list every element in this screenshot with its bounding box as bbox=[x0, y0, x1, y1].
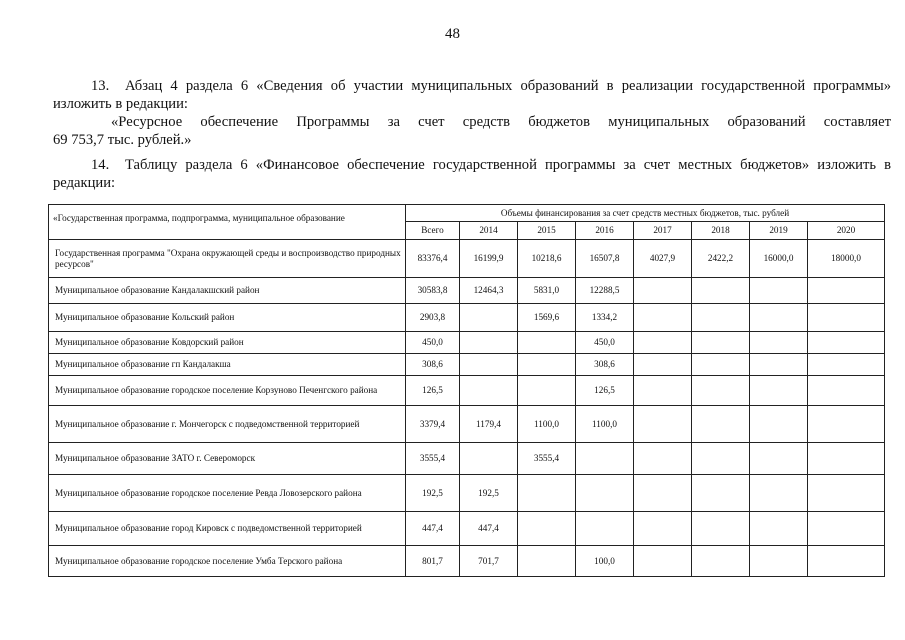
cell-value bbox=[460, 443, 518, 475]
cell-value bbox=[634, 475, 692, 512]
cell-value: 1569,6 bbox=[518, 304, 576, 332]
cell-value: 16199,9 bbox=[460, 240, 518, 278]
table-row bbox=[49, 240, 885, 278]
cell-value bbox=[808, 443, 885, 475]
cell-value: 3555,4 bbox=[406, 443, 460, 475]
header-col-2018: 2018 bbox=[692, 222, 750, 240]
cell-value bbox=[808, 304, 885, 332]
paragraph-13-line-1 bbox=[53, 77, 891, 95]
paragraph-14 bbox=[53, 156, 891, 192]
header-col-2015: 2015 bbox=[518, 222, 576, 240]
table-row bbox=[49, 475, 885, 512]
financing-table bbox=[48, 204, 885, 577]
cell-value bbox=[518, 332, 576, 354]
cell-value bbox=[518, 354, 576, 376]
cell-value bbox=[692, 354, 750, 376]
table-row bbox=[49, 332, 885, 354]
cell-value bbox=[576, 443, 634, 475]
cell-value bbox=[750, 354, 808, 376]
cell-value: 100,0 bbox=[576, 546, 634, 577]
row-name: Муниципальное образование городское поселение Ревда Ловозерского района bbox=[49, 475, 406, 512]
cell-value bbox=[692, 376, 750, 406]
paragraph-13-line-2: изложить в редакции: bbox=[53, 96, 188, 112]
cell-value bbox=[692, 332, 750, 354]
cell-value: 18000,0 bbox=[808, 240, 885, 278]
cell-value bbox=[692, 443, 750, 475]
cell-value: 12288,5 bbox=[576, 278, 634, 304]
cell-value bbox=[634, 304, 692, 332]
cell-value bbox=[808, 512, 885, 546]
paragraph-13-text-3: «Ресурсное обеспечение Программы за счет средств бюджетов муниципальных образований составляет bbox=[111, 114, 891, 130]
paragraph-13-number: 13. bbox=[91, 78, 110, 94]
cell-value bbox=[692, 475, 750, 512]
row-name: Муниципальное образование ЗАТО г. Североморск bbox=[49, 443, 406, 475]
row-name: Муниципальное образование Кольский район bbox=[49, 304, 406, 332]
table-row bbox=[49, 546, 885, 577]
paragraph-14-text-1: Таблицу раздела 6 «Финансовое обеспечение государственной программы за счет местных бюджетов» изложить в bbox=[125, 157, 891, 173]
header-financing-group: Объемы финансирования за счет средств местных бюджетов, тыс. рублей bbox=[406, 205, 885, 222]
table-row bbox=[49, 376, 885, 406]
header-col-2019: 2019 bbox=[750, 222, 808, 240]
cell-value bbox=[808, 278, 885, 304]
cell-value: 447,4 bbox=[460, 512, 518, 546]
cell-value: 16507,8 bbox=[576, 240, 634, 278]
table-row bbox=[49, 443, 885, 475]
page-number: 48 bbox=[445, 26, 460, 42]
cell-value bbox=[460, 304, 518, 332]
cell-value bbox=[518, 376, 576, 406]
cell-value bbox=[634, 332, 692, 354]
cell-value: 10218,6 bbox=[518, 240, 576, 278]
cell-value bbox=[750, 304, 808, 332]
row-name: Муниципальное образование Кандалакшский район bbox=[49, 278, 406, 304]
cell-value: 1100,0 bbox=[518, 406, 576, 443]
cell-value bbox=[808, 406, 885, 443]
cell-value bbox=[692, 512, 750, 546]
paragraph-13-line-4: 69 753,7 тыс. рублей.» bbox=[53, 132, 192, 148]
cell-value: 1179,4 bbox=[460, 406, 518, 443]
cell-value bbox=[634, 406, 692, 443]
cell-value bbox=[750, 332, 808, 354]
paragraph-14-line-2: редакции: bbox=[53, 175, 116, 191]
cell-value bbox=[692, 304, 750, 332]
row-name: Муниципальное образование гп Кандалакша bbox=[49, 354, 406, 376]
cell-value: 12464,3 bbox=[460, 278, 518, 304]
cell-value: 126,5 bbox=[576, 376, 634, 406]
cell-value: 450,0 bbox=[576, 332, 634, 354]
row-name: Государственная программа "Охрана окружающей среды и воспроизводство природных ресурсов" bbox=[49, 240, 406, 278]
table-row bbox=[49, 304, 885, 332]
cell-value bbox=[750, 406, 808, 443]
table-row bbox=[49, 406, 885, 443]
header-col-2014: 2014 bbox=[460, 222, 518, 240]
cell-value bbox=[518, 512, 576, 546]
cell-value bbox=[518, 546, 576, 577]
cell-value bbox=[692, 406, 750, 443]
cell-value: 192,5 bbox=[460, 475, 518, 512]
cell-value: 701,7 bbox=[460, 546, 518, 577]
cell-value bbox=[460, 354, 518, 376]
header-col-2016: 2016 bbox=[576, 222, 634, 240]
cell-value bbox=[692, 546, 750, 577]
cell-value bbox=[750, 278, 808, 304]
header-col-total: Всего bbox=[406, 222, 460, 240]
cell-value bbox=[634, 546, 692, 577]
cell-value: 5831,0 bbox=[518, 278, 576, 304]
row-name: Муниципальное образование город Кировск с подведомственной территорией bbox=[49, 512, 406, 546]
cell-value bbox=[634, 443, 692, 475]
cell-value bbox=[750, 376, 808, 406]
table-row bbox=[49, 354, 885, 376]
cell-value bbox=[460, 332, 518, 354]
cell-value: 16000,0 bbox=[750, 240, 808, 278]
header-col-2017: 2017 bbox=[634, 222, 692, 240]
table-row bbox=[49, 278, 885, 304]
cell-value: 126,5 bbox=[406, 376, 460, 406]
cell-value bbox=[576, 512, 634, 546]
cell-value: 308,6 bbox=[406, 354, 460, 376]
row-name: Муниципальное образование городское поселение Умба Терского района bbox=[49, 546, 406, 577]
header-program-name: «Государственная программа, подпрограмма, муниципальное образование bbox=[49, 205, 406, 240]
cell-value: 192,5 bbox=[406, 475, 460, 512]
cell-value: 308,6 bbox=[576, 354, 634, 376]
cell-value: 447,4 bbox=[406, 512, 460, 546]
row-name: Муниципальное образование Ковдорский район bbox=[49, 332, 406, 354]
cell-value bbox=[692, 278, 750, 304]
row-name: Муниципальное образование городское поселение Корзуново Печенгского района bbox=[49, 376, 406, 406]
cell-value bbox=[750, 475, 808, 512]
cell-value bbox=[634, 278, 692, 304]
cell-value bbox=[750, 512, 808, 546]
paragraph-13-text-1: Абзац 4 раздела 6 «Сведения об участии муниципальных образований в реализации государственной программы» bbox=[125, 78, 891, 94]
cell-value bbox=[460, 376, 518, 406]
cell-value: 2903,8 bbox=[406, 304, 460, 332]
cell-value: 801,7 bbox=[406, 546, 460, 577]
cell-value: 83376,4 bbox=[406, 240, 460, 278]
cell-value bbox=[808, 354, 885, 376]
cell-value bbox=[750, 546, 808, 577]
cell-value bbox=[750, 443, 808, 475]
cell-value bbox=[808, 546, 885, 577]
paragraph-14-line-1 bbox=[53, 156, 891, 174]
cell-value: 30583,8 bbox=[406, 278, 460, 304]
cell-value bbox=[576, 475, 634, 512]
cell-value: 450,0 bbox=[406, 332, 460, 354]
cell-value: 1100,0 bbox=[576, 406, 634, 443]
cell-value: 3379,4 bbox=[406, 406, 460, 443]
cell-value: 1334,2 bbox=[576, 304, 634, 332]
row-name: Муниципальное образование г. Мончегорск с подведомственной территорией bbox=[49, 406, 406, 443]
cell-value bbox=[634, 376, 692, 406]
cell-value bbox=[634, 354, 692, 376]
cell-value bbox=[808, 475, 885, 512]
cell-value: 2422,2 bbox=[692, 240, 750, 278]
cell-value bbox=[518, 475, 576, 512]
table-row bbox=[49, 512, 885, 546]
cell-value bbox=[808, 376, 885, 406]
paragraph-14-number: 14. bbox=[91, 157, 110, 173]
paragraph-13 bbox=[53, 77, 891, 149]
cell-value: 3555,4 bbox=[518, 443, 576, 475]
paragraph-13-line-3 bbox=[53, 113, 891, 131]
header-col-2020: 2020 bbox=[808, 222, 885, 240]
cell-value: 4027,9 bbox=[634, 240, 692, 278]
cell-value bbox=[634, 512, 692, 546]
cell-value bbox=[808, 332, 885, 354]
